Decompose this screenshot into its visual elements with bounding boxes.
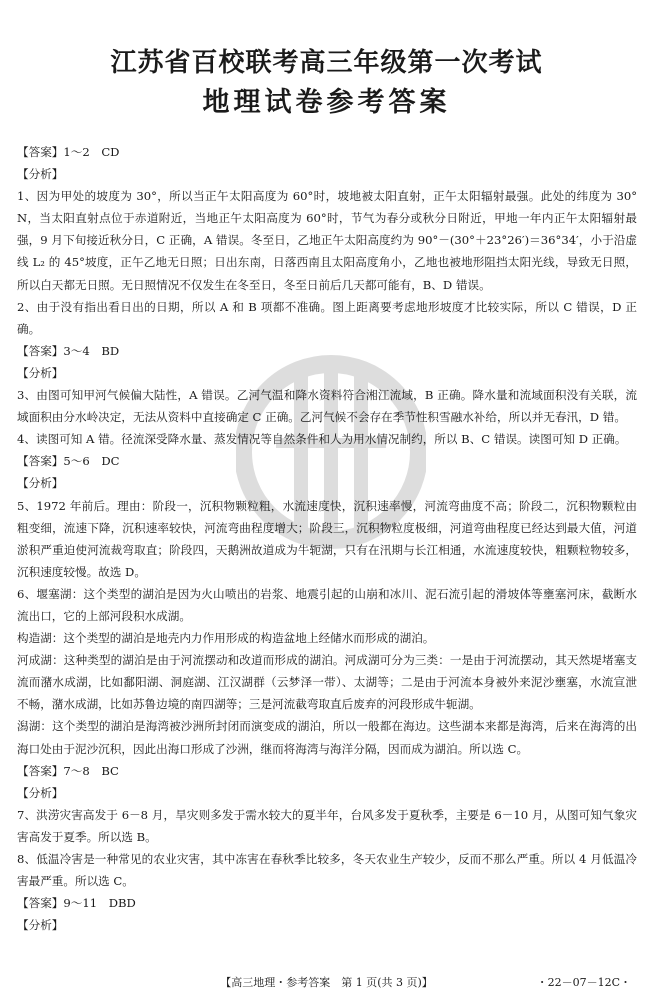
document-subtitle: 地理试卷参考答案 — [202, 87, 451, 118]
analysis-paragraph: 2、由于没有指出看日出的日期，所以 A 和 B 项都不准确。图上距离要考虑地形坡度才比较实际，所以 C 错误，D 正确。 — [17, 299, 637, 336]
page-footer — [0, 972, 653, 994]
analysis-heading: 【分析】 — [17, 476, 64, 491]
footer-code: ・22－07－12C・ — [536, 976, 631, 989]
analysis-paragraph: 8、低温冷害是一种常见的农业灾害，其中冻害在春秋季比较多，冬天农业生产较少，反而不那么严重。所以 4 月低温冷害最严重。所以选 C。 — [17, 852, 637, 889]
analysis-heading: 【分析】 — [17, 167, 64, 182]
analysis-heading: 【分析】 — [17, 918, 64, 933]
footer-page-info: 【高三地理・参考答案 第 1 页(共 3 页)】 — [220, 976, 433, 989]
answer-heading: 【答案】7～8 BC — [17, 763, 119, 778]
analysis-paragraph: 潟湖：这个类型的湖泊是海湾被沙洲所封闭而演变成的湖泊，所以一般都在海边。这些湖本来都是海湾，后来在海湾的出海口处由于泥沙沉积，因此出海口形成了沙洲，继而将海湾与海洋分隔，因而成为湖泊。所以选 C。 — [17, 719, 637, 756]
analysis-paragraph: 3、由图可知甲河气候偏大陆性，A 错误。乙河气温和降水资料符合湘江流域，B 正确。降水量和流域面积没有关联，流域面积由分水岭决定，无法从资料中直接确定 C 正确。乙河气候不会存在季节性积雪融水补给，所以并无春汛，D 错。 — [17, 388, 637, 425]
analysis-paragraph: 河成湖：这种类型的湖泊是由于河流摆动和改道而形成的湖泊。河成湖可分为三类：一是由于河流摆动，其天然堤堵塞支流而潴水成湖，比如鄱阳湖、洞庭湖、江汉湖群（云梦泽一带）、太湖等；二是由于河流本身被外来泥沙壅塞，水流宣泄不畅，潴水成湖，比如苏鲁边境的南四湖等；三是河流截弯取直后废弃的河段形成牛轭湖。 — [17, 653, 637, 712]
analysis-paragraph: 1、因为甲处的坡度为 30°，所以当正午太阳高度为 60°时，坡地被太阳直射，正午太阳辐射最强。此处的纬度为 30° N，当太阳直射点位于赤道附近，当地正午太阳高度为 60°时，节气为春分或秋分日附近，甲地一年内正午太阳辐射最强，9 月下旬接近秋分日，C 正确，A 错误。冬至日，乙地正午太阳高度约为 90°－(30°＋23°26′)＝36°34′，小于沿虚线 L₂ 的 45°坡度，正午乙地无日照；日出东南，日落西南且太阳高度角小，乙地也被地形阻挡太阳光线，导致无日照，所以白天都无日照。无日照情况不仅发生在冬至日，冬至日前后几天都可能有，B、D 错误。 — [17, 189, 637, 292]
answer-heading: 【答案】5～6 DC — [17, 454, 120, 469]
analysis-heading: 【分析】 — [17, 365, 64, 380]
answer-heading: 【答案】1～2 CD — [17, 145, 120, 159]
answer-heading: 【答案】9～11 DBD — [17, 896, 136, 911]
answer-heading: 【答案】3～4 BD — [17, 343, 120, 358]
analysis-paragraph: 5、1972 年前后。理由：阶段一，沉积物颗粒粗，水流速度快，沉积速率慢，河流弯曲度不高；阶段二，沉积物颗粒由粗变细，流速下降，沉积速率较快，河流弯曲程度增大；阶段三，沉积物粒度极细，河道弯曲程度已经达到最大值，河道淤积严重迫使河流裁弯取直；阶段四，天鹅洲故道成为牛轭湖，只有在汛期与长江相通，水流速度较快，粗颗粒物较多，沉积速度较慢。故选 D。 — [17, 498, 637, 579]
analysis-paragraph: 6、堰塞湖：这个类型的湖泊是因为火山喷出的岩浆、地震引起的山崩和冰川、泥石流引起的滑坡体等壅塞河床，截断水流出口，它的上部河段积水成湖。 — [17, 586, 637, 623]
analysis-heading: 【分析】 — [17, 785, 64, 800]
document-title: 江苏省百校联考高三年级第一次考试 — [110, 48, 543, 78]
analysis-paragraph: 4、读图可知 A 错。径流深受降水量、蒸发情况等自然条件和人为用水情况制约，所以 B、C 错误。读图可知 D 正确。 — [17, 432, 627, 447]
analysis-paragraph: 构造湖：这个类型的湖泊是地壳内力作用形成的构造盆地上经储水而形成的湖泊。 — [17, 631, 435, 646]
analysis-paragraph: 7、洪涝灾害高发于 6－8 月，旱灾则多发于需水较大的夏半年，台风多发于夏秋季，主要是 6－10 月，从图可知气象灾害高发于夏季。所以选 B。 — [17, 807, 637, 844]
answer-content — [17, 141, 637, 936]
